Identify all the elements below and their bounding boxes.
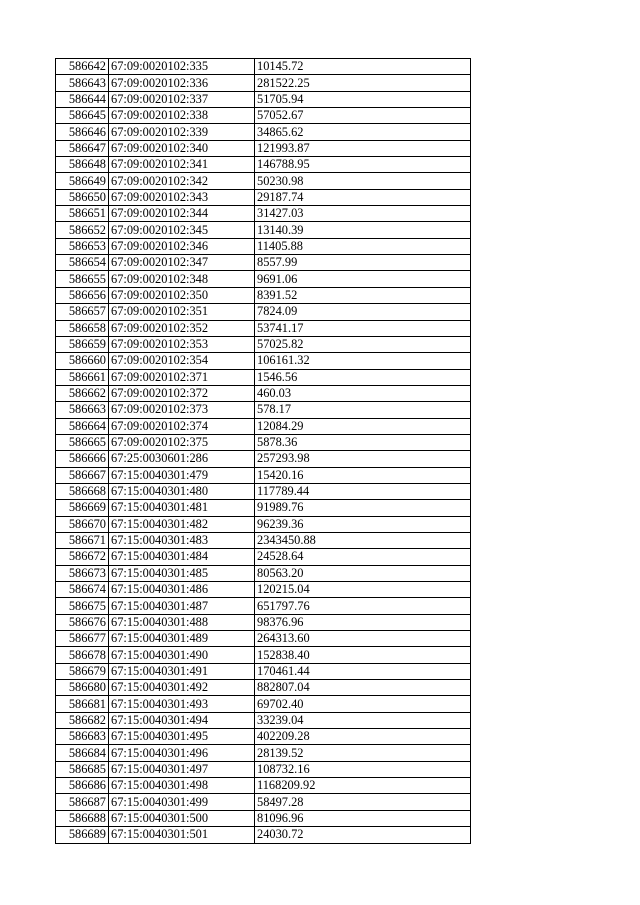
row-id-cell: 586679 [56, 663, 109, 679]
cadastral-number-cell: 67:15:0040301:488 [109, 614, 255, 630]
row-id-cell: 586671 [56, 532, 109, 548]
value-cell: 80563.20 [255, 565, 471, 581]
table-row [56, 696, 471, 712]
row-id-cell: 586672 [56, 549, 109, 565]
cadastral-number-cell: 67:09:0020102:353 [109, 336, 255, 352]
cadastral-number-cell: 67:15:0040301:500 [109, 810, 255, 826]
row-id-cell: 586670 [56, 516, 109, 532]
value-cell: 12084.29 [255, 418, 471, 434]
cadastral-number-cell: 67:15:0040301:498 [109, 778, 255, 794]
row-id-cell: 586645 [56, 108, 109, 124]
cadastral-number-cell: 67:09:0020102:340 [109, 140, 255, 156]
table-row [56, 385, 471, 401]
table-row [56, 189, 471, 205]
cadastral-number-cell: 67:09:0020102:345 [109, 222, 255, 238]
row-id-cell: 586660 [56, 353, 109, 369]
value-cell: 69702.40 [255, 696, 471, 712]
table-row [56, 124, 471, 140]
value-cell: 1546.56 [255, 369, 471, 385]
value-cell: 8391.52 [255, 287, 471, 303]
row-id-cell: 586646 [56, 124, 109, 140]
row-id-cell: 586688 [56, 810, 109, 826]
cadastral-number-cell: 67:15:0040301:497 [109, 761, 255, 777]
value-cell: 257293.98 [255, 451, 471, 467]
value-cell: 58497.28 [255, 794, 471, 810]
cadastral-number-cell: 67:09:0020102:371 [109, 369, 255, 385]
cadastral-number-cell: 67:09:0020102:352 [109, 320, 255, 336]
cadastral-number-cell: 67:15:0040301:501 [109, 827, 255, 843]
row-id-cell: 586685 [56, 761, 109, 777]
table-row [56, 353, 471, 369]
row-id-cell: 586684 [56, 745, 109, 761]
cadastral-number-cell: 67:09:0020102:375 [109, 434, 255, 450]
table-row [56, 287, 471, 303]
table-row [56, 712, 471, 728]
cadastral-number-cell: 67:09:0020102:351 [109, 304, 255, 320]
row-id-cell: 586647 [56, 140, 109, 156]
table-row [56, 729, 471, 745]
cadastral-number-cell: 67:15:0040301:482 [109, 516, 255, 532]
value-cell: 33239.04 [255, 712, 471, 728]
row-id-cell: 586661 [56, 369, 109, 385]
table-row [56, 794, 471, 810]
cadastral-number-cell: 67:15:0040301:485 [109, 565, 255, 581]
value-cell: 81096.96 [255, 810, 471, 826]
row-id-cell: 586673 [56, 565, 109, 581]
table-row [56, 598, 471, 614]
value-cell: 10145.72 [255, 59, 471, 75]
value-cell: 53741.17 [255, 320, 471, 336]
cadastral-number-cell: 67:09:0020102:339 [109, 124, 255, 140]
table-row [56, 647, 471, 663]
value-cell: 51705.94 [255, 91, 471, 107]
row-id-cell: 586656 [56, 287, 109, 303]
row-id-cell: 586667 [56, 467, 109, 483]
table-row [56, 173, 471, 189]
cadastral-number-cell: 67:15:0040301:479 [109, 467, 255, 483]
table-row [56, 663, 471, 679]
table-row [56, 631, 471, 647]
value-cell: 24030.72 [255, 827, 471, 843]
row-id-cell: 586643 [56, 75, 109, 91]
row-id-cell: 586655 [56, 271, 109, 287]
row-id-cell: 586677 [56, 631, 109, 647]
row-id-cell: 586675 [56, 598, 109, 614]
table-row [56, 516, 471, 532]
row-id-cell: 586662 [56, 385, 109, 401]
table-row [56, 91, 471, 107]
row-id-cell: 586676 [56, 614, 109, 630]
table-row [56, 810, 471, 826]
value-cell: 146788.95 [255, 157, 471, 173]
cadastral-number-cell: 67:15:0040301:480 [109, 483, 255, 499]
table-row [56, 271, 471, 287]
cadastral-number-cell: 67:09:0020102:336 [109, 75, 255, 91]
value-cell: 13140.39 [255, 222, 471, 238]
row-id-cell: 586680 [56, 680, 109, 696]
value-cell: 460.03 [255, 385, 471, 401]
cadastral-number-cell: 67:15:0040301:486 [109, 582, 255, 598]
table-row [56, 59, 471, 75]
row-id-cell: 586650 [56, 189, 109, 205]
value-cell: 108732.16 [255, 761, 471, 777]
table-row [56, 778, 471, 794]
row-id-cell: 586659 [56, 336, 109, 352]
row-id-cell: 586649 [56, 173, 109, 189]
table-row [56, 238, 471, 254]
cadastral-number-cell: 67:15:0040301:491 [109, 663, 255, 679]
table-row [56, 565, 471, 581]
value-cell: 11405.88 [255, 238, 471, 254]
cadastral-number-cell: 67:15:0040301:492 [109, 680, 255, 696]
value-cell: 28139.52 [255, 745, 471, 761]
table-row [56, 451, 471, 467]
table-row [56, 582, 471, 598]
row-id-cell: 586686 [56, 778, 109, 794]
cadastral-number-cell: 67:15:0040301:495 [109, 729, 255, 745]
value-cell: 117789.44 [255, 483, 471, 499]
table-row [56, 434, 471, 450]
value-cell: 1168209.92 [255, 778, 471, 794]
cadastral-number-cell: 67:09:0020102:350 [109, 287, 255, 303]
cadastral-number-cell: 67:09:0020102:348 [109, 271, 255, 287]
cadastral-number-cell: 67:09:0020102:347 [109, 255, 255, 271]
cadastral-number-cell: 67:25:0030601:286 [109, 451, 255, 467]
row-id-cell: 586654 [56, 255, 109, 271]
cadastral-number-cell: 67:09:0020102:344 [109, 206, 255, 222]
value-cell: 121993.87 [255, 140, 471, 156]
cadastral-number-cell: 67:09:0020102:341 [109, 157, 255, 173]
row-id-cell: 586668 [56, 483, 109, 499]
row-id-cell: 586674 [56, 582, 109, 598]
table-row [56, 745, 471, 761]
cadastral-number-cell: 67:09:0020102:343 [109, 189, 255, 205]
value-cell: 651797.76 [255, 598, 471, 614]
value-cell: 120215.04 [255, 582, 471, 598]
row-id-cell: 586678 [56, 647, 109, 663]
value-cell: 8557.99 [255, 255, 471, 271]
table-row [56, 157, 471, 173]
row-id-cell: 586669 [56, 500, 109, 516]
value-cell: 170461.44 [255, 663, 471, 679]
cadastral-number-cell: 67:09:0020102:372 [109, 385, 255, 401]
cadastral-number-cell: 67:09:0020102:346 [109, 238, 255, 254]
value-cell: 106161.32 [255, 353, 471, 369]
row-id-cell: 586687 [56, 794, 109, 810]
cadastral-number-cell: 67:15:0040301:484 [109, 549, 255, 565]
table-row [56, 402, 471, 418]
cadastral-number-cell: 67:15:0040301:499 [109, 794, 255, 810]
value-cell: 91989.76 [255, 500, 471, 516]
row-id-cell: 586642 [56, 59, 109, 75]
table-row [56, 222, 471, 238]
row-id-cell: 586665 [56, 434, 109, 450]
row-id-cell: 586664 [56, 418, 109, 434]
table-row [56, 206, 471, 222]
row-id-cell: 586666 [56, 451, 109, 467]
table-row [56, 761, 471, 777]
table-row [56, 320, 471, 336]
cadastral-number-cell: 67:15:0040301:483 [109, 532, 255, 548]
row-id-cell: 586648 [56, 157, 109, 173]
cadastral-number-cell: 67:15:0040301:481 [109, 500, 255, 516]
table-row [56, 680, 471, 696]
row-id-cell: 586663 [56, 402, 109, 418]
row-id-cell: 586644 [56, 91, 109, 107]
table-row [56, 75, 471, 91]
cadastral-number-cell: 67:09:0020102:354 [109, 353, 255, 369]
table-row [56, 532, 471, 548]
table-row [56, 483, 471, 499]
value-cell: 96239.36 [255, 516, 471, 532]
row-id-cell: 586658 [56, 320, 109, 336]
value-cell: 2343450.88 [255, 532, 471, 548]
row-id-cell: 586681 [56, 696, 109, 712]
value-cell: 24528.64 [255, 549, 471, 565]
row-id-cell: 586683 [56, 729, 109, 745]
table-row [56, 108, 471, 124]
cadastral-number-cell: 67:09:0020102:373 [109, 402, 255, 418]
data-table [55, 58, 471, 844]
value-cell: 29187.74 [255, 189, 471, 205]
value-cell: 578.17 [255, 402, 471, 418]
table-row [56, 140, 471, 156]
table-row [56, 336, 471, 352]
value-cell: 5878.36 [255, 434, 471, 450]
row-id-cell: 586682 [56, 712, 109, 728]
table-body [56, 59, 471, 844]
row-id-cell: 586652 [56, 222, 109, 238]
row-id-cell: 586689 [56, 827, 109, 843]
table-row [56, 467, 471, 483]
value-cell: 50230.98 [255, 173, 471, 189]
cadastral-number-cell: 67:15:0040301:487 [109, 598, 255, 614]
cadastral-number-cell: 67:09:0020102:337 [109, 91, 255, 107]
value-cell: 98376.96 [255, 614, 471, 630]
cadastral-number-cell: 67:15:0040301:489 [109, 631, 255, 647]
value-cell: 31427.03 [255, 206, 471, 222]
value-cell: 281522.25 [255, 75, 471, 91]
value-cell: 7824.09 [255, 304, 471, 320]
cadastral-number-cell: 67:09:0020102:335 [109, 59, 255, 75]
cadastral-number-cell: 67:09:0020102:342 [109, 173, 255, 189]
value-cell: 882807.04 [255, 680, 471, 696]
table-row [56, 827, 471, 843]
cadastral-number-cell: 67:09:0020102:338 [109, 108, 255, 124]
cadastral-number-cell: 67:15:0040301:490 [109, 647, 255, 663]
value-cell: 402209.28 [255, 729, 471, 745]
row-id-cell: 586657 [56, 304, 109, 320]
row-id-cell: 586651 [56, 206, 109, 222]
value-cell: 264313.60 [255, 631, 471, 647]
cadastral-number-cell: 67:15:0040301:496 [109, 745, 255, 761]
table-row [56, 614, 471, 630]
table-row [56, 500, 471, 516]
row-id-cell: 586653 [56, 238, 109, 254]
value-cell: 152838.40 [255, 647, 471, 663]
value-cell: 57052.67 [255, 108, 471, 124]
cadastral-number-cell: 67:15:0040301:493 [109, 696, 255, 712]
table-row [56, 304, 471, 320]
value-cell: 15420.16 [255, 467, 471, 483]
cadastral-number-cell: 67:09:0020102:374 [109, 418, 255, 434]
table-row [56, 549, 471, 565]
table-row [56, 369, 471, 385]
value-cell: 34865.62 [255, 124, 471, 140]
cadastral-number-cell: 67:15:0040301:494 [109, 712, 255, 728]
value-cell: 9691.06 [255, 271, 471, 287]
value-cell: 57025.82 [255, 336, 471, 352]
table-row [56, 255, 471, 271]
table-row [56, 418, 471, 434]
